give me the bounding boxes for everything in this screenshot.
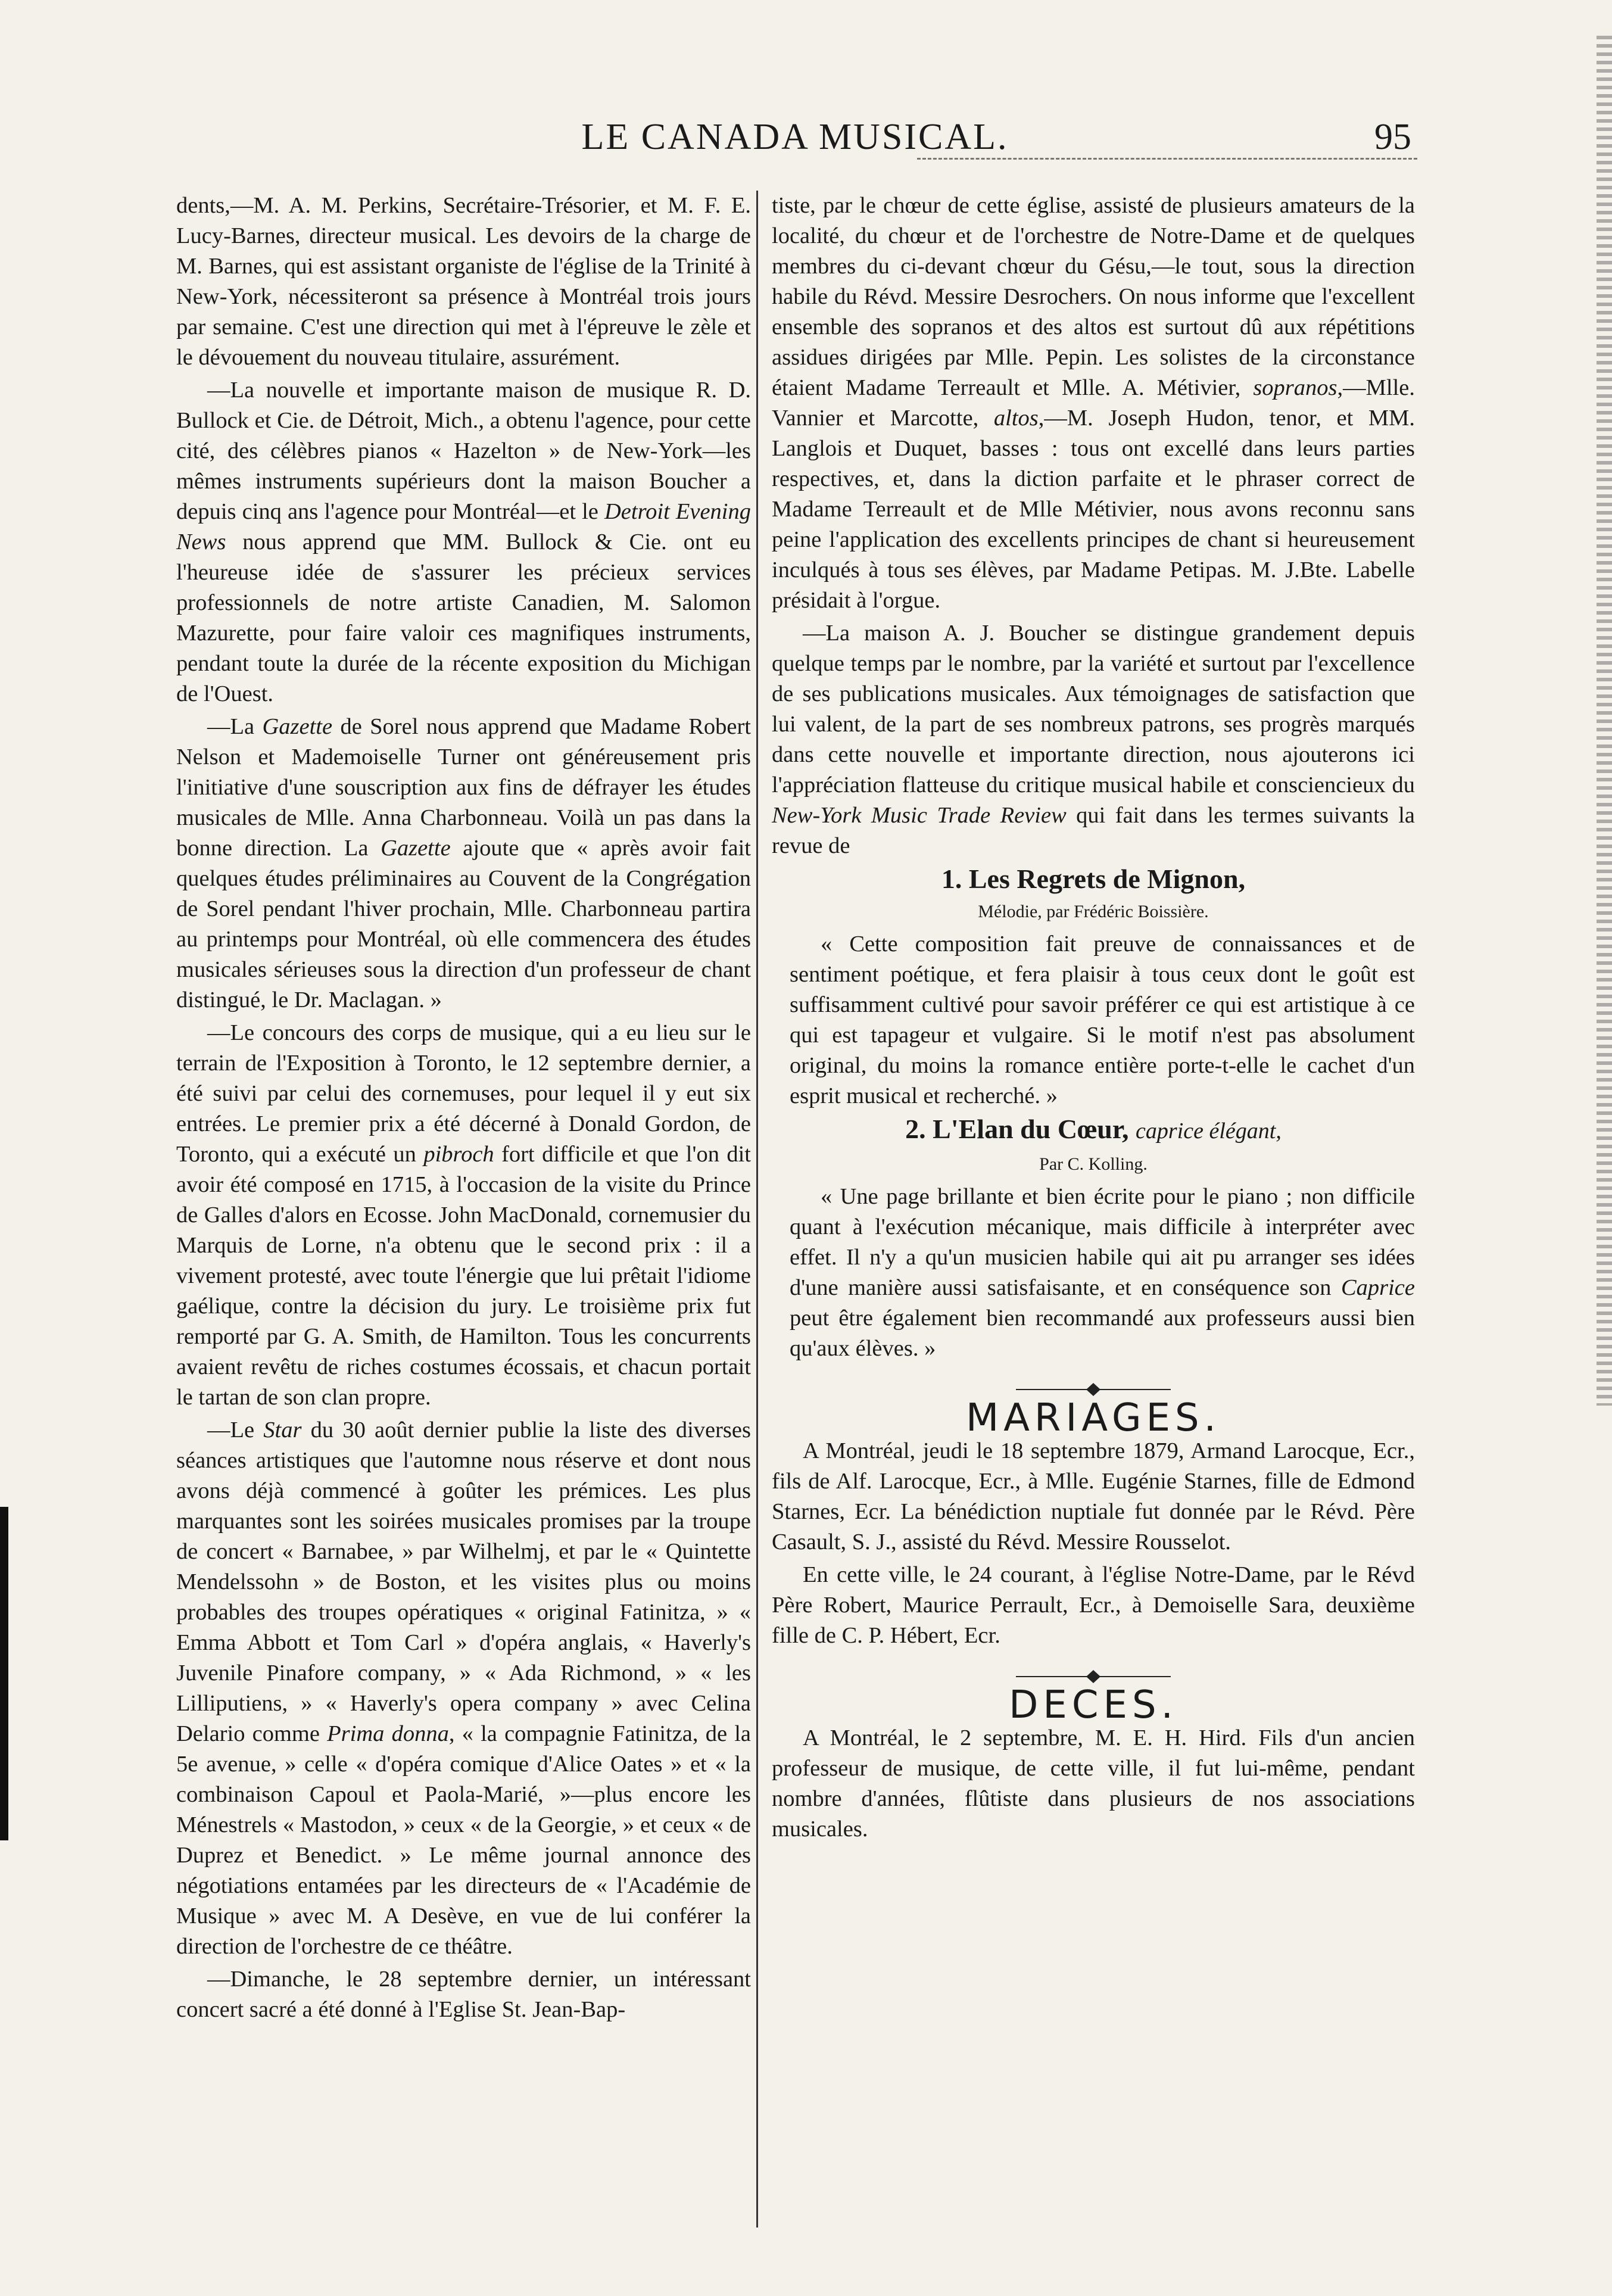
review-1-quote: « Cette composition fait preuve de connaissances et de sentiment poétique, et fera plaisir à tous ceux dont le goût est suffisamment cultivé pour savoir préférer ce qui est artistique à ce qui est tapageur et vulgaire. Si le motif n'est pas absolument original, du moins la romance entière porte-t-elle le cachet d'un esprit musical et recherché. »: [790, 932, 1415, 1108]
mariage-entry-perrault: En cette ville, le 24 courant, à l'église Notre-Dame, par le Révd Père Robert, Maurice Perrault, Ecr., à Demoiselle Sara, deuxième fille de C. P. Hébert, Ecr.: [772, 1562, 1415, 1648]
header-rule: [917, 158, 1417, 160]
review-1-byline: Mélodie, par Frédéric Boissière.: [978, 902, 1209, 921]
ornament-divider-icon: [1016, 1382, 1171, 1397]
paragraph-perkins: dents,—M. A. M. Perkins, Secrétaire-Trésorier, et M. F. E. Lucy-Barnes, directeur musical. Les devoirs de la charge de M. Barnes, qui est assistant organiste de l'église de la Trinité à New-York, nécessiteront sa présence à Montréal trois jours par semaine. C'est une direction qui met à l'épreuve le zèle et le dévouement du nouveau titulaire, assurément.: [176, 193, 751, 370]
review-2-quote: « Une page brillante et bien écrite pour le piano ; non difficile quant à l'exécution mécanique, mais difficile à interpréter avec effet. Il n'y a qu'un musicien habile qui ait pu arranger ses idées d'une manière aussi satisfaisante, et en conséquence son Caprice peut être également bien recommandé aux professeurs aussi bien qu'aux élèves. »: [790, 1184, 1415, 1361]
column-divider: [756, 191, 758, 2228]
review-2-title: 2. L'Elan du Cœur, caprice élégant,: [905, 1114, 1282, 1144]
running-title: LE CANADA MUSICAL.: [581, 117, 1009, 157]
right-column: [772, 191, 1415, 1847]
left-column: [176, 191, 751, 2027]
review-1-title: 1. Les Regrets de Mignon,: [941, 864, 1246, 894]
scan-edge-mark-right: [1597, 36, 1612, 1406]
paragraph-bullock: —La nouvelle et importante maison de musique R. D. Bullock et Cie. de Détroit, Mich., a obtenu l'agence, pour cette cité, des célèbres pianos « Hazelton » de New-York—les mêmes instruments supérieurs dont la maison Boucher a depuis cinq ans l'agence pour Montréal—et le Detroit Evening News nous apprend que MM. Bullock & Cie. ont eu l'heureuse idée de s'assurer les précieux services professionnels de notre artiste Canadien, M. Salomon Mazurette, pour faire valoir ces magnifiques instruments, pendant toute la durée de la récente exposition du Michigan de l'Ouest.: [176, 378, 751, 706]
page-header: [179, 116, 1411, 164]
mariages-heading: MARIAGES.: [966, 1396, 1221, 1440]
paragraph-boucher-publications: —La maison A. J. Boucher se distingue grandement depuis quelque temps par le nombre, par la variété et surtout par l'excellence de ses publications musicales. Aux témoignages de satisfaction que lui valent, de la part de ses nombreux patrons, ses progrès marqués dans cette nouvelle et importante direction, nous ajouterons ici l'appréciation flatteuse du critique musical habile et consciencieux du New-York Music Trade Review qui fait dans les termes suivants la revue de: [772, 621, 1415, 858]
paragraph-gazette-sorel: —La Gazette de Sorel nous apprend que Madame Robert Nelson et Mademoiselle Turner ont généreusement pris l'initiative d'une souscription aux fins de défrayer les études musicales de Mlle. Anna Charbonneau. Voilà un pas dans la bonne direction. La Gazette ajoute que « après avoir fait quelques études préliminaires au Couvent de la Congrégation de Sorel pendant l'hiver prochain, Mlle. Charbonneau partira au printemps pour Montréal, où elle commencera des études musicales sérieuses sous la direction d'un professeur de chant distingué, le Dr. Maclagan. »: [176, 714, 752, 1013]
mariage-entry-larocque: A Montréal, jeudi le 18 septembre 1879, Armand Larocque, Ecr., fils de Alf. Larocque, Ecr., à Mlle. Eugénie Starnes, fille de Edmond Starnes, Ecr. La bénédiction nuptiale fut donnée par le Révd. Père Casault, S. J., assisté du Révd. Messire Rousselot.: [772, 1438, 1415, 1554]
deces-entry-hird: A Montréal, le 2 septembre, M. E. H. Hird. Fils d'un ancien professeur de musique, de cette ville, il fut lui-même, pendant nombre d'années, flûtiste dans plusieurs de nos associations musicales.: [772, 1725, 1415, 1842]
paragraph-concours-toronto: —Le concours des corps de musique, qui a eu lieu sur le terrain de l'Exposition à Toronto, le 12 septembre dernier, a été suivi par celui des cornemuses, pour lequel il y eut six entrées. Le premier prix a été décerné à Donald Gordon, de Toronto, qui a exécuté un pibroch fort difficile et que l'on dit avoir été composé en 1715, à l'occasion de la visite du Prince de Galles d'alors en Ecosse. John MacDonald, cornemusier du Marquis de Lorne, n'a obtenu que le second prix : il a vivement protesté, avec toute l'énergie que lui prêtait l'idiome gaélique, contre la décision du jury. Le troisième prix fut remporté par G. A. Smith, de Hamilton. Tous les concurrents avaient revêtu de riches costumes écossais, et chacun portait le tartan de son clan propre.: [176, 1020, 751, 1410]
review-2-subtitle: caprice élégant,: [1136, 1119, 1282, 1144]
ornament-divider-icon: [1016, 1669, 1171, 1684]
deces-heading: DECES.: [1009, 1683, 1178, 1727]
paragraph-star-seances: —Le Star du 30 août dernier publie la liste des diverses séances artistiques que l'automne nous réserve et dont nous avons déjà commencé à goûter les prémices. Les plus marquantes sont les soirées musicales promises par la troupe de concert « Barnabee, » par Wilhelmj, et par le « Quintette Mendelssohn » de Boston, et les visites plus ou moins probables des troupes opératiques « original Fatinitza, » « Emma Abbott et Tom Carl » d'opéra anglais, « Haverly's Juvenile Pinafore company, » « Ada Richmond, » « les Lilliputiens, » « Haverly's opera company » avec Celina Delario comme Prima donna, « la compagnie Fatinitza, de la 5e avenue, » celle « d'opéra comique d'Alice Oates » et « la combinaison Capoul et Paola-Marié, »—plus encore les Ménestrels « Mastodon, » ceux « de la Georgie, » et ceux « de Duprez et Benedict. » Le même journal annonce des négotiations entamées par les directeurs de « l'Académie de Musique » avec M. A Desève, en vue de lui conférer la direction de l'orchestre de ce théâtre.: [176, 1418, 752, 1959]
paragraph-concert-sacre: —Dimanche, le 28 septembre dernier, un intéressant concert sacré a été donné à l'Eglise St. Jean-Bap-: [176, 1967, 751, 2022]
page-number: 95: [1374, 117, 1411, 157]
scan-edge-mark-left: [0, 1507, 8, 1840]
review-2-byline: Par C. Kolling.: [1039, 1154, 1148, 1174]
paragraph-concert-continuation: tiste, par le chœur de cette église, assisté de plusieurs amateurs de la localité, du chœur et de l'orchestre de Notre-Dame et de quelques membres du ci-devant chœur du Gésu,—le tout, sous la direction habile du Révd. Messire Desrochers. On nous informe que l'excellent ensemble des sopranos et des altos est surtout dû aux répétitions assidues dirigées par Mlle. Pepin. Les solistes de la circonstance étaient Madame Terreault et Mlle. A. Métivier, sopranos,—Mlle. Vannier et Marcotte, altos,—M. Joseph Hudon, tenor, et MM. Langlois et Duquet, basses : tous ont excellé dans leurs parties respectives, et, dans la diction parfaite et le phraser correct de Madame Terreault et de Mlle Métivier, nous avons reconnu sans peine l'application des excellents principes de chant si heureusement inculqués à tous ses élèves, par Madame Petipas. M. J.Bte. Labelle présidait à l'orgue.: [772, 193, 1415, 613]
